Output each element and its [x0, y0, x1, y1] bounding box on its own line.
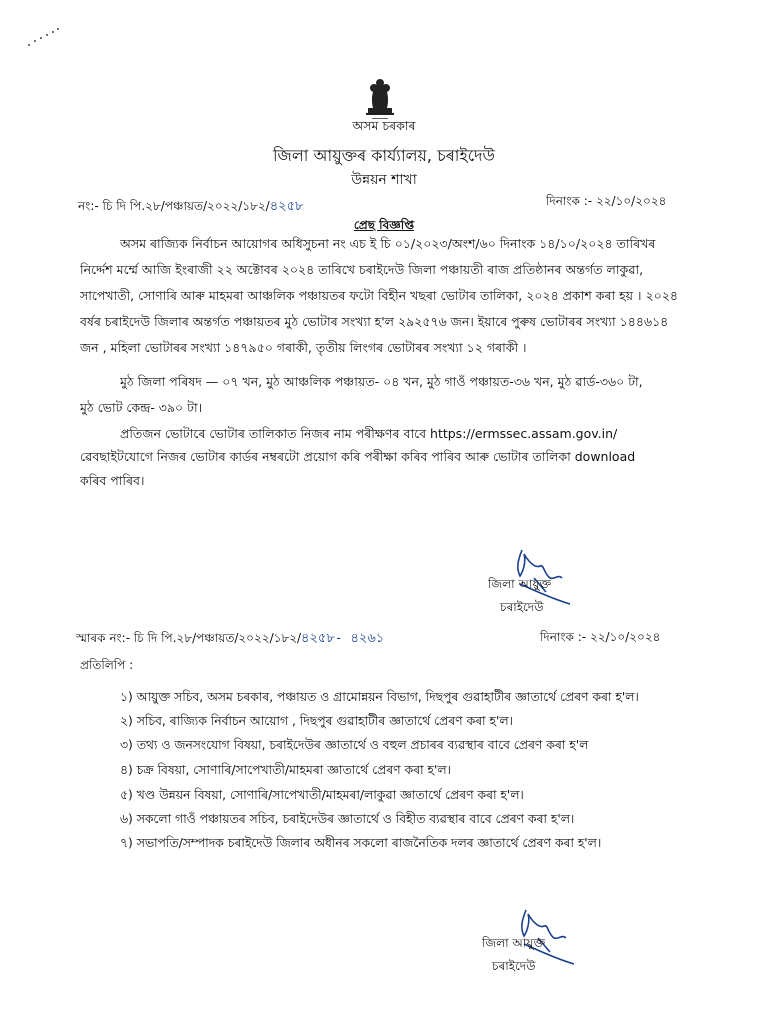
list-item: ৬) সকলো গাওঁ পঞ্চায়তৰ সচিব, চৰাইদেউৰ জ্ঞাতাৰ্থে ও বিহীত ব্যৱস্থাৰ বাবে প্ৰেৰণ কৰা হ'ল। — [120, 812, 575, 826]
paragraph-line: সাপেখাতী, সোণাৰি আৰু মাহমৰা আঞ্চলিক পঞ্চায়তৰ ফটো বিহীন খছৰা ভোটাৰ তালিকা, ২০২৪ প্ৰকাশ কৰা হয় । ২০২৪ — [80, 288, 678, 303]
signature-district: চৰাইদেউ — [500, 600, 544, 614]
list-item: ২) সচিব, ৰাজ্যিক নিৰ্বাচন আয়োগ , দিছপুৰ গুৱাহাটীৰ জ্ঞাতাৰ্থে প্ৰেৰণ কৰা হ'ল। — [120, 714, 513, 728]
memo-number-text: স্মাৰক নং:- চি দি পি.২৮/পঞ্চায়ত/২০২২/১৮২/ — [76, 631, 302, 645]
signature-district: চৰাইদেউ — [492, 959, 536, 973]
paragraph-line: প্ৰতিজন ভোটাৰে ভোটাৰ তালিকাত নিজৰ নাম পৰীক্ষণৰ বাবে https://ermssec.assam.gov.in/ — [120, 426, 618, 441]
reference-number-text: নং:- চি দি পি.২৮/পঞ্চায়ত/২০২২/১৮২/ — [78, 199, 270, 213]
government-name: অসম চৰকাৰ — [352, 118, 416, 133]
paragraph-line: জন , মহিলা ভোটাৰৰ সংখ্যা ১৪৭৯৫০ গৰাকী, তৃতীয় লিংগৰ ভোটাৰৰ সংখ্যা ১২ গৰাকী । — [80, 340, 527, 355]
branch-name: উন্নয়ন শাখা — [351, 172, 417, 188]
paragraph-line: কৰিব পাৰিব। — [80, 473, 145, 488]
memo-number — [76, 629, 384, 650]
list-item: ৭) সভাপতি/সম্পাদক চৰাইদেউ জিলাৰ অধীনৰ সকলো ৰাজনৈতিক দলৰ জ্ঞাতাৰ্থে প্ৰেৰণ কৰা হ'ল। — [120, 836, 602, 850]
paragraph-line: অসম ৰাজ্যিক নিৰ্বাচন আয়োগৰ অধিসুচনা নং এচ ই চি ০১/২০২৩/অংশ/৬০ দিনাংক ১৪/১০/২০২৪ তাৰিখৰ — [120, 236, 656, 251]
paragraph-line: মুঠ ভোট কেন্দ্ৰ- ৩৯০ টা। — [80, 400, 203, 415]
signature-designation: জিলা আয়ুক্ত — [482, 936, 546, 950]
reference-number — [78, 197, 303, 218]
list-item: ৪) চক্ৰ বিষয়া, সোণাৰি/সাপেখাতী/মাহমৰা জ্ঞাতাৰ্থে প্ৰেৰণ কৰা হ'ল। — [120, 763, 451, 777]
paragraph-line: মুঠ জিলা পৰিষদ — ০৭ খন, মুঠ আঞ্চলিক পঞ্চায়ত- ০৪ খন, মুঠ গাওঁ পঞ্চায়ত-৩৬ খন, মুঠ ৱাৰ্ড-৩৬০ টা, — [120, 374, 643, 389]
list-item: ৩) তথ্য ও জনসংযোগ বিষয়া, চৰাইদেউৰ জ্ঞাতাৰ্থে ও বহুল প্ৰচাৰৰ ব্যৱস্থাৰ বাবে প্ৰেৰণ কৰা হ'ল — [120, 738, 589, 752]
notice-title: প্ৰেছ বিজ্ঞপ্তি — [353, 218, 415, 232]
reference-date: দিনাংক :- ২২/১০/২০২৪ — [546, 194, 667, 208]
copy-label: প্ৰতিলিপি : — [80, 658, 134, 672]
reference-handwritten-number: ৪২৫৮ — [269, 199, 304, 214]
paragraph-line: বৰ্ষৰ চৰাইদেউ জিলাৰ অন্তৰ্গত পঞ্চায়তৰ মুঠ ভোটাৰ সংখ্যা হ'ল ২৯২৫৭৬ জন। ইয়াৰে পুৰুষ ভোটাৰৰ সংখ্যা ১৪৪৬১৪ — [80, 314, 669, 329]
memo-date: দিনাংক :- ২২/১০/২০২৪ — [540, 630, 661, 644]
list-item: ১) আয়ুক্ত সচিব, অসম চৰকাৰ, পঞ্চায়ত ও গ্ৰামোন্নয়ন বিভাগ, দিছপুৰ গুৱাহাটীৰ জ্ঞাতাৰ্থে প্ৰেৰণ কৰা হ'ল। — [120, 690, 639, 704]
signature-designation: জিলা আয়ুক্ত — [488, 577, 552, 591]
state-emblem-icon — [360, 76, 400, 122]
memo-handwritten-number: ৪২৫৮- ৪২৬১ — [301, 631, 385, 646]
paragraph-line: নিৰ্দ্দেশ মৰ্ম্মে আজি ইংৰাজী ২২ অক্টোবৰ ২০২৪ তাৰিখে চৰাইদেউ জিলা পঞ্চায়তী ৰাজ প্ৰতিষ্ঠানৰ অন্তৰ্গত লাকুৱা, — [80, 262, 644, 277]
list-item: ৫) খণ্ড উন্নয়ন বিষয়া, সোণাৰি/সাপেখাতী/মাহমৰা/লাকুৱা জ্ঞাতাৰ্থে প্ৰেৰণ কৰা হ'ল। — [120, 788, 524, 802]
office-name: জিলা আয়ুক্তৰ কাৰ্য্যালয়, চৰাইদেউ — [272, 146, 496, 165]
paragraph-line: ৱেবছাইটযোগে নিজৰ ভোটাৰ কাৰ্ডৰ নম্বৰটো প্ৰয়োগ কৰি পৰীক্ষা কৰিব পাৰিব আৰু ভোটাৰ তালিকা download — [80, 449, 636, 464]
